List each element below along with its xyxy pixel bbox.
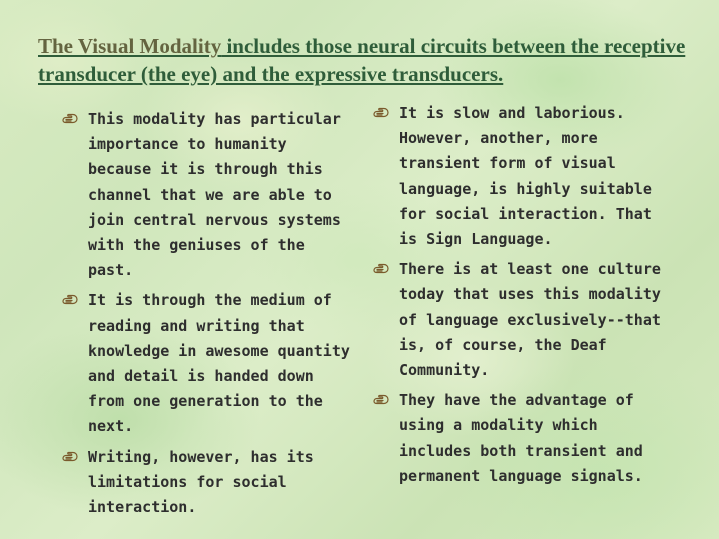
hand-pointing-icon — [62, 449, 78, 465]
hand-pointing-icon — [62, 111, 78, 127]
bullet-text: It is through the medium of reading and writing that knowledge in awesome quantity and detail is handed down from one generation to the next. — [88, 291, 350, 436]
bullet-item — [373, 257, 673, 383]
bullet-item — [62, 107, 352, 283]
right-bullet-list — [373, 101, 673, 494]
bullet-text: Writing, however, has its limitations for social interaction. — [88, 447, 314, 517]
title-emphasis: The Visual Modality — [38, 34, 222, 58]
title-rest: includes those neural circuits between the receptive transducer (the eye) and the expressive transducers. — [38, 34, 686, 86]
bullet-text: It is slow and laborious. However, another, more transient form of visual language, is highly suitable for social interaction. That is Sign Language. — [399, 104, 652, 249]
bullet-item — [62, 445, 352, 521]
hand-pointing-icon — [373, 105, 389, 121]
slide-title — [38, 32, 698, 88]
bullet-text: There is at least one culture today that uses this modality of language exclusively--that is, of course, the Deaf Community. — [399, 260, 661, 380]
bullet-item — [62, 288, 352, 439]
bullet-text: They have the advantage of using a modality which includes both transient and permanent language signals. — [399, 391, 643, 485]
hand-pointing-icon — [373, 261, 389, 277]
bullet-item — [373, 101, 673, 252]
left-bullet-list — [62, 107, 352, 525]
bullet-text: This modality has particular importance to humanity because it is through this channel that we are able to join central nervous systems with the geniuses of the past. — [88, 110, 341, 280]
bullet-item — [373, 388, 673, 489]
hand-pointing-icon — [62, 292, 78, 308]
hand-pointing-icon — [373, 392, 389, 408]
